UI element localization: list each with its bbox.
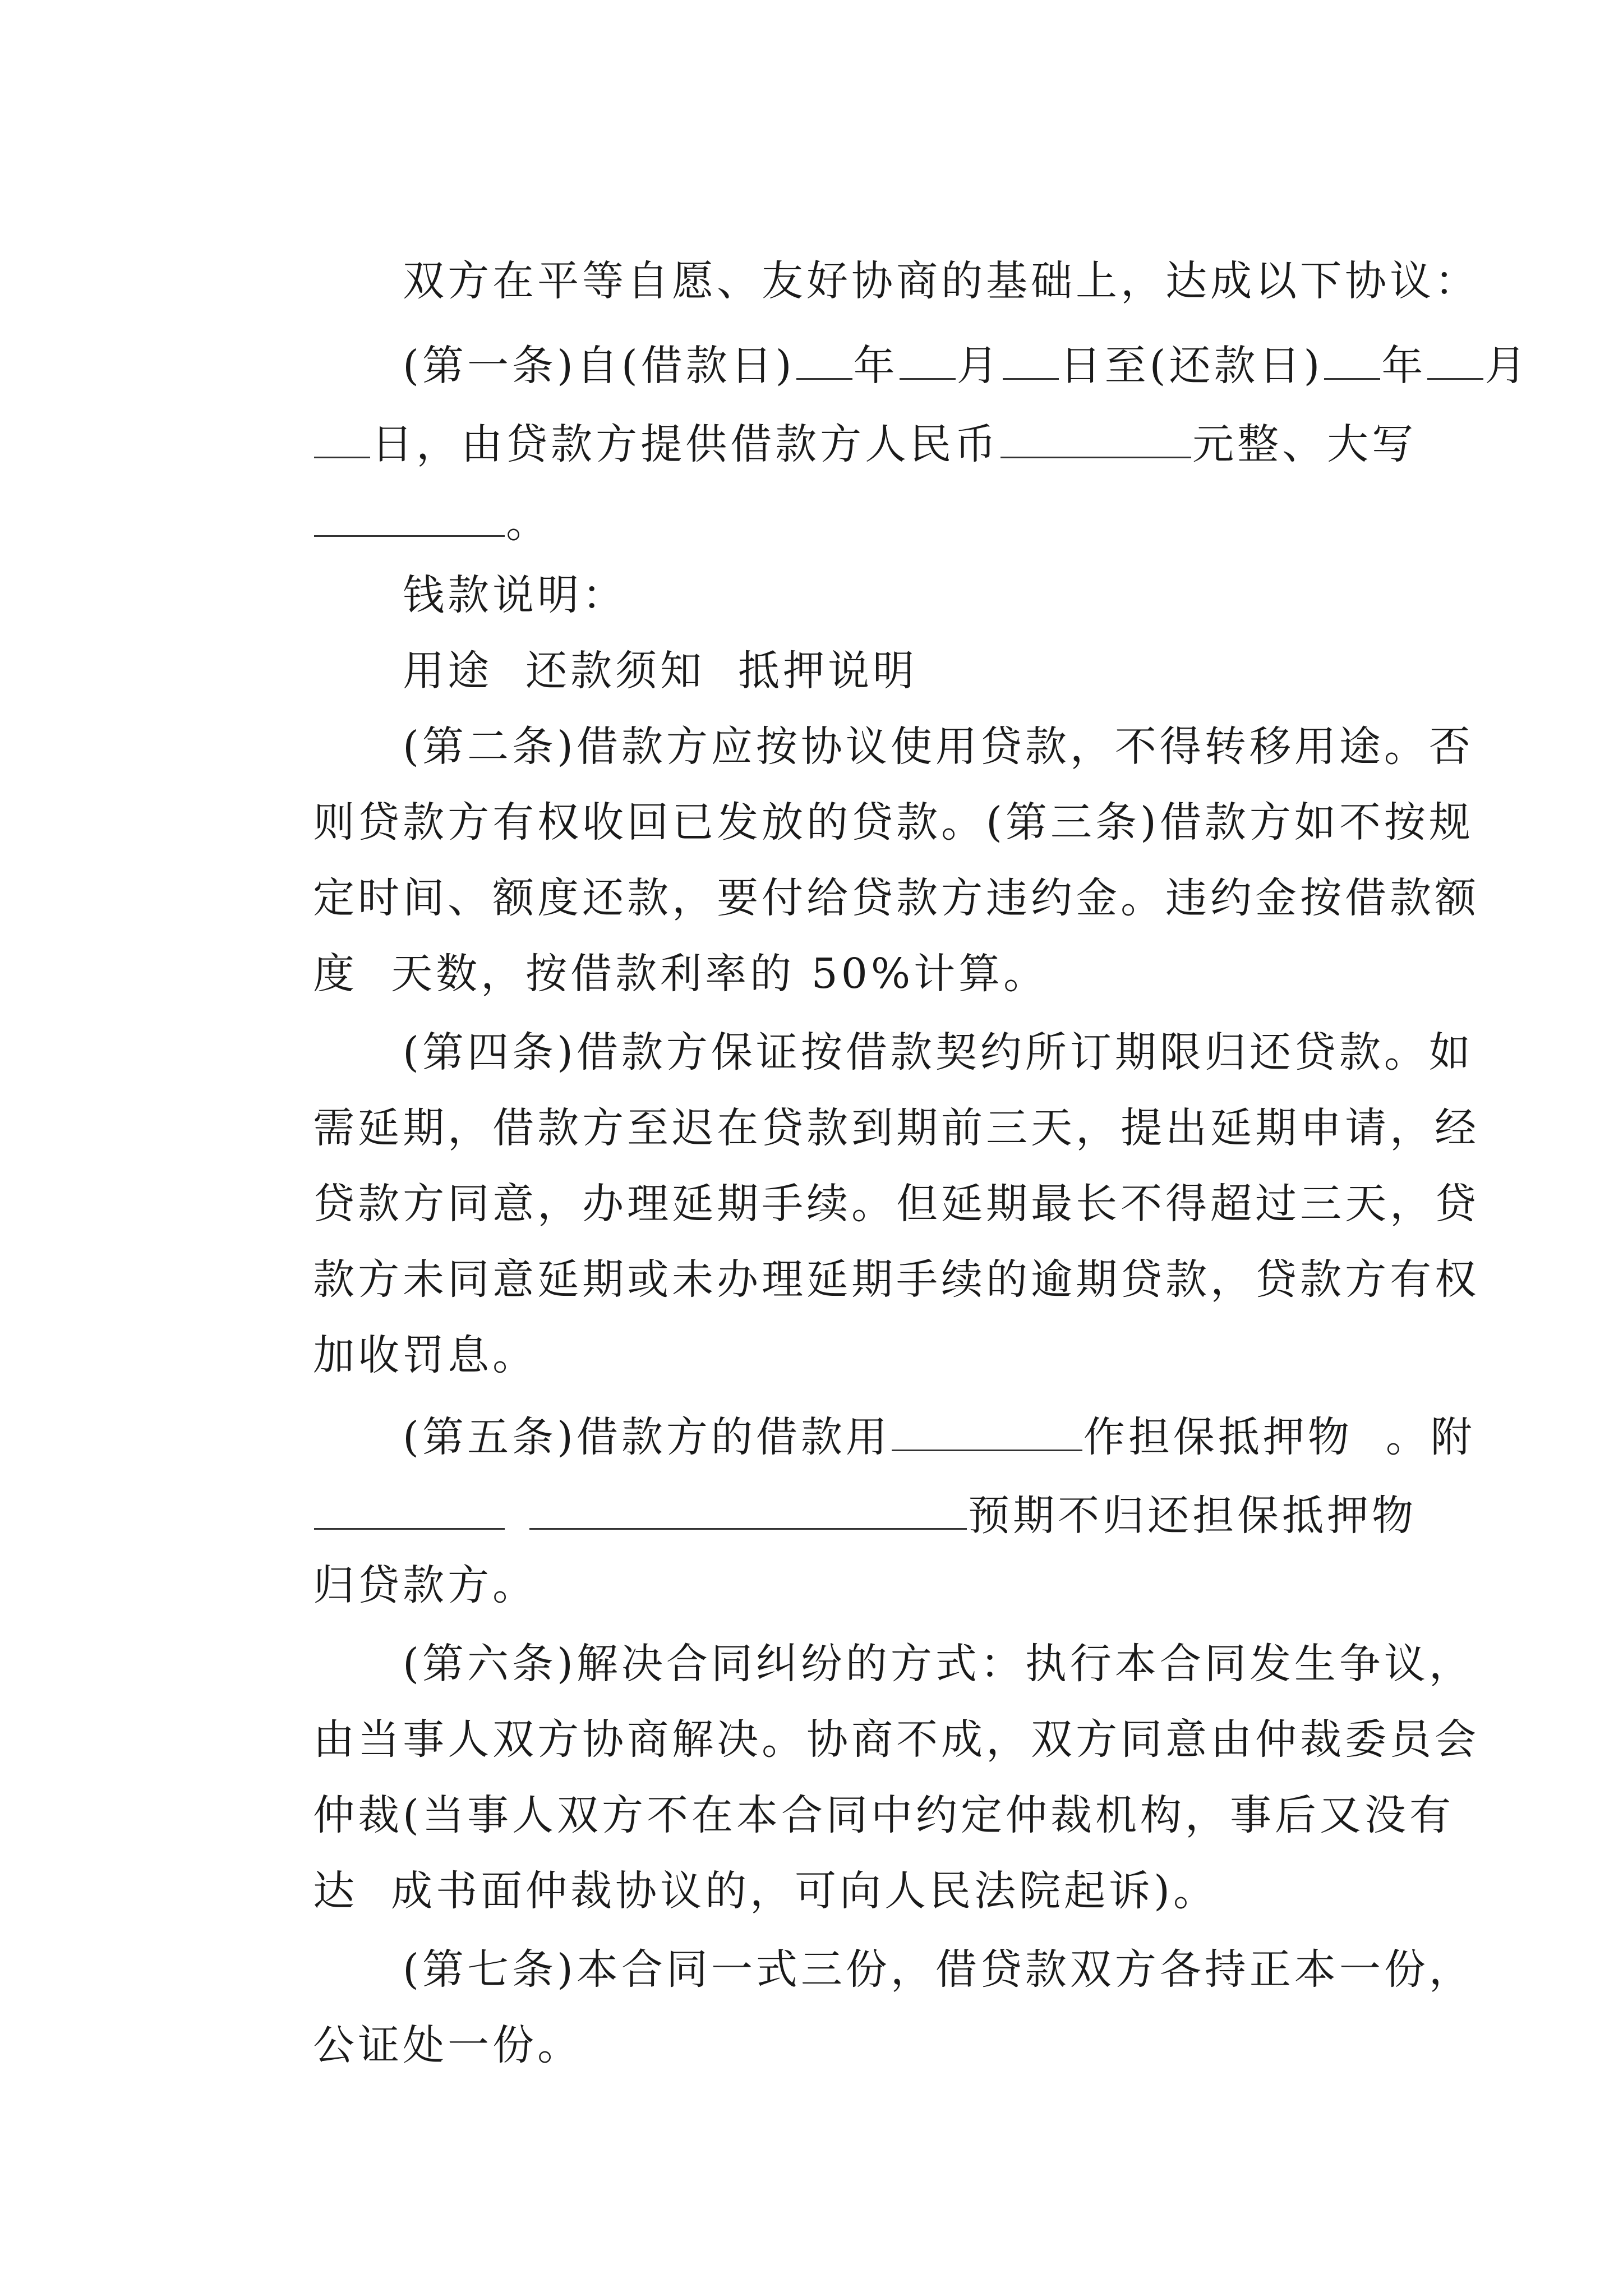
text-run: 作担保抵押物 。附: [1083, 1413, 1476, 1461]
text-run: 则贷款方有权收回已发放的贷款。(第三条)借款方如不按规: [313, 798, 1474, 846]
text-run: 日至(还款日): [1059, 342, 1324, 390]
text-run: 款方未同意延期或未办理延期手续的逾期贷款，贷款方有权: [313, 1255, 1480, 1304]
text-run: (第六条)解决合同纠纷的方式：执行本合同发生争议，: [403, 1640, 1474, 1688]
text-run: 定时间、额度还款，要付给贷款方违约金。违约金按借款额: [313, 874, 1480, 922]
text-run: 仲裁(当事人双方不在本合同中约定仲裁机构，事后又没有: [313, 1791, 1454, 1839]
text-run: 加收罚息。: [313, 1331, 538, 1379]
blank-loan-month[interactable]: [900, 339, 956, 380]
text-run: 钱款说明：: [403, 571, 628, 619]
blank-repay-month[interactable]: [1427, 339, 1483, 380]
text-run: 日，由贷款方提供借款方人民币: [371, 420, 1000, 468]
blank-collateral[interactable]: [892, 1410, 1082, 1451]
clause-7-line-2: [247, 1983, 582, 2108]
blank-amount-capital[interactable]: [314, 496, 505, 537]
blank-amount[interactable]: [1000, 417, 1191, 458]
blank-attachment-detail[interactable]: [529, 1489, 967, 1530]
text-run: 公证处一份。: [313, 2021, 583, 2069]
text-run: 需延期，借款方至迟在贷款到期前三天，提出延期申请，经: [313, 1104, 1480, 1152]
text-run: 度 天数，按借款利率的 50%计算。: [313, 950, 1049, 998]
text-run: 归贷款方。: [313, 1561, 538, 1609]
text-run: 达 成书面仲裁协议的，可向人民法院起诉)。: [313, 1867, 1219, 1915]
text-run: (第七条)本合同一式三份，借贷款双方各持正本一份，: [403, 1945, 1474, 1994]
text-run: 由当事人双方协商解决。协商不成，双方同意由仲裁委员会: [313, 1715, 1480, 1764]
text-run: 用途 还款须知 抵押说明: [403, 647, 918, 695]
text-run: (第二条)借款方应按协议使用贷款，不得转移用途。否: [403, 723, 1474, 771]
blank-loan-day[interactable]: [1003, 339, 1059, 380]
text-run: 年: [853, 342, 898, 390]
text-run: 双方在平等自愿、友好协商的基础上，达成以下协议：: [403, 257, 1480, 305]
text-run: 年: [1381, 342, 1427, 390]
text-run: 。: [506, 499, 551, 547]
text-run: 预期不归还担保抵押物: [968, 1492, 1417, 1540]
text-run: (第五条)借款方的借款用: [403, 1413, 891, 1461]
text-run: 月: [1484, 342, 1530, 390]
text-run: (第一条)自(借款日): [403, 342, 795, 390]
text-run: (第四条)借款方保证按借款契约所订期限归还贷款。如: [403, 1028, 1474, 1076]
blank-repay-day[interactable]: [314, 417, 370, 458]
text-run: 贷款方同意，办理延期手续。但延期最长不得超过三天，贷: [313, 1180, 1480, 1228]
blank-loan-year[interactable]: [796, 339, 852, 380]
blank-repay-year[interactable]: [1324, 339, 1380, 380]
text-run: 月: [956, 342, 1002, 390]
text-run: 元整、大写: [1192, 420, 1417, 468]
